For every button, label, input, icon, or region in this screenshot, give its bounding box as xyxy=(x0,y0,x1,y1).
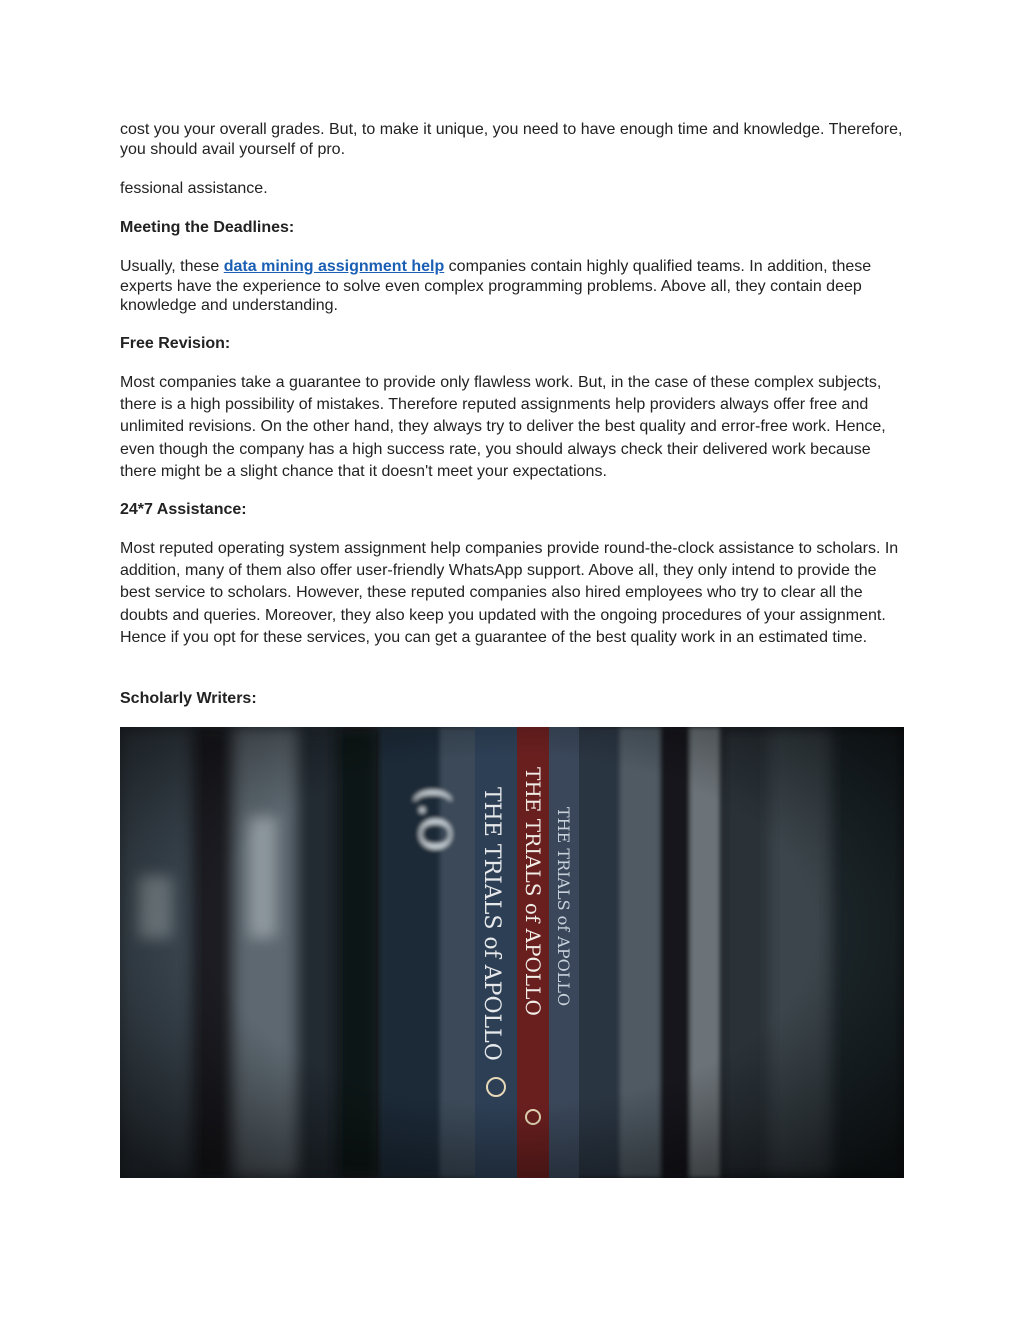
bookshelf-illustration xyxy=(120,727,904,1178)
intro-paragraph: cost you your overall grades. But, to make it unique, you need to have enough time and knowledge. Therefore, you should avail yourself of pro. xyxy=(120,121,903,158)
heading-24-7-assistance: 24*7 Assistance: xyxy=(120,501,247,518)
deadlines-paragraph xyxy=(120,257,904,316)
deadlines-text-after: companies contain highly qualified teams. In addition, these experts have the experience to solve even complex programming problems. Above all, they contain deep knowledge and understanding. xyxy=(120,258,872,314)
bookshelf-photo xyxy=(120,727,904,1178)
intro-paragraph-continued: fessional assistance. xyxy=(120,180,268,197)
assistance-paragraph: Most reputed operating system assignment help companies provide round-the-clock assistance to scholars. In addition, many of them also offer user-friendly WhatsApp support. Above all, they only intend to provide the best service to scholars. However, these reputed companies also hired employees who try to clear all the doubts and queries. Moreover, they also keep you updated with the ongoing procedures of your assignment. Hence if you opt for these services, you can get a guarantee of the best quality work in an estimated time. xyxy=(120,540,899,646)
heading-free-revision: Free Revision: xyxy=(120,335,231,352)
data-mining-assignment-help-link[interactable]: data mining assignment help xyxy=(223,258,445,275)
revision-paragraph: Most companies take a guarantee to provide only flawless work. But, in the case of these complex subjects, there is a high possibility of mistakes. Therefore reputed assignments help providers always offer free and unlimited revisions. On the other hand, they always try to deliver the best quality and error-free work. Hence, even though the company has a high success rate, you should always check their delivered work because there might be a slight chance that it doesn't meet your expectations. xyxy=(120,374,886,480)
deadlines-text-before: Usually, these xyxy=(120,258,224,275)
heading-scholarly-writers: Scholarly Writers: xyxy=(120,690,257,707)
heading-meeting-deadlines: Meeting the Deadlines: xyxy=(120,219,295,236)
